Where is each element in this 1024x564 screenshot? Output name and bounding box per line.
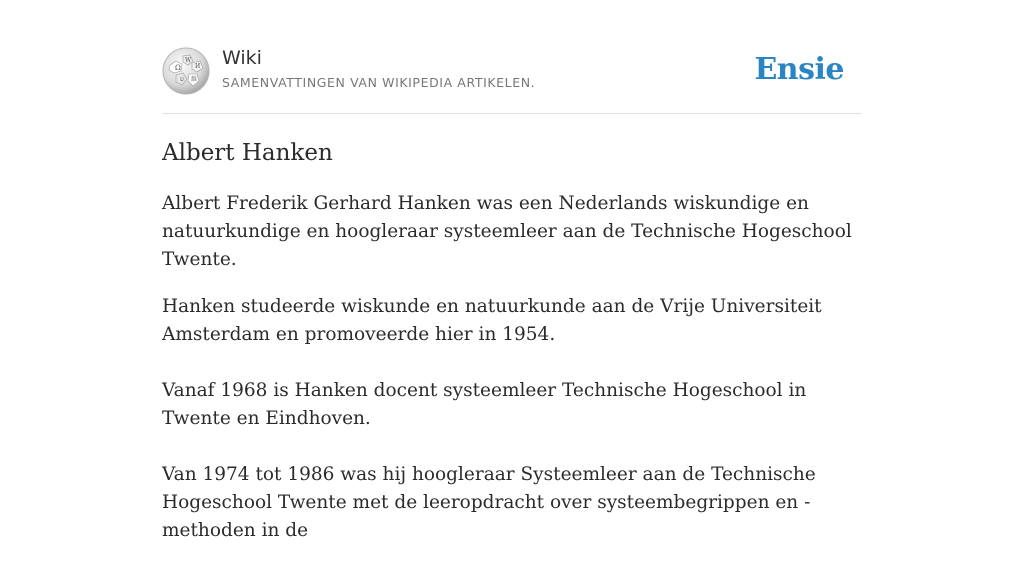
- article-paragraph: Vanaf 1968 is Hanken docent systeemleer Technische Hogeschool in Twente en Eindhoven.: [162, 380, 807, 429]
- svg-text:ש: ש: [180, 76, 185, 83]
- article-paragraph: Hanken studeerde wiskunde en natuurkunde aan de Vrije Universiteit Amsterdam en promoveerde hier in 1954.: [162, 296, 822, 345]
- site-tagline: SAMENVATTINGEN VAN WIKIPEDIA ARTIKELEN.: [222, 75, 536, 90]
- article-body: [162, 190, 866, 564]
- site-header: [162, 44, 862, 98]
- article-paragraph: Van 1974 tot 1986 was hij hoogleraar Systeemleer aan de Technische Hogeschool Twente met de leeropdracht over systeembegrippen en -methoden in de: [162, 464, 816, 541]
- svg-text:維: 維: [191, 76, 198, 83]
- site-name[interactable]: Wiki: [222, 47, 262, 69]
- svg-text:Ω: Ω: [175, 64, 181, 72]
- svg-text:И: И: [195, 63, 201, 70]
- article-paragraph: Albert Frederik Gerhard Hanken was een Nederlands wiskundige en natuurkundige en hoogleraar systeemleer aan de Technische Hogeschool Twente.: [162, 193, 852, 270]
- brand-logo[interactable]: Ensie: [754, 52, 844, 87]
- article-title: Albert Hanken: [162, 140, 333, 166]
- header-divider: [162, 113, 862, 114]
- svg-text:W: W: [185, 57, 192, 64]
- wikipedia-globe-icon[interactable]: [162, 47, 210, 95]
